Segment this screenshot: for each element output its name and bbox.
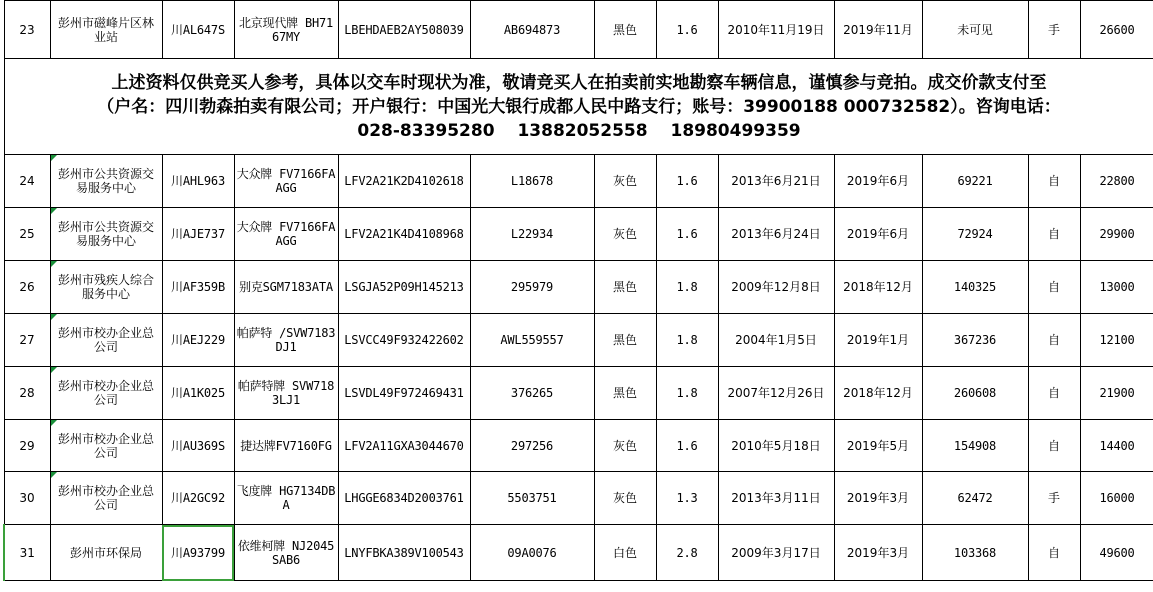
inspection-date-cell[interactable]: 2018年12月 xyxy=(834,367,922,420)
displacement-cell[interactable]: 1.8 xyxy=(656,367,718,420)
registration-date-cell[interactable]: 2013年3月11日 xyxy=(718,472,834,525)
engine-number-cell[interactable]: AWL559557 xyxy=(470,314,594,367)
table-row xyxy=(4,367,1153,420)
row-number-cell[interactable]: 25 xyxy=(4,208,50,261)
price-cell[interactable]: 26600 xyxy=(1080,1,1153,59)
color-cell[interactable]: 黑色 xyxy=(594,261,656,314)
mileage-cell[interactable]: 62472 xyxy=(922,472,1028,525)
engine-number-cell[interactable]: 5503751 xyxy=(470,472,594,525)
transmission-cell[interactable]: 自 xyxy=(1028,420,1080,472)
color-cell[interactable]: 黑色 xyxy=(594,314,656,367)
mileage-cell[interactable]: 72924 xyxy=(922,208,1028,261)
displacement-cell[interactable]: 1.6 xyxy=(656,208,718,261)
notice-line-2: （户名：四川勃森拍卖有限公司；开户银行：中国光大银行成都人民中路支行；账号：39900188 000732582）。咨询电话： xyxy=(97,96,1061,117)
registration-date-cell[interactable]: 2010年5月18日 xyxy=(718,420,834,472)
price-cell[interactable]: 29900 xyxy=(1080,208,1153,261)
transmission-cell[interactable]: 自 xyxy=(1028,208,1080,261)
price-cell[interactable]: 13000 xyxy=(1080,261,1153,314)
color-cell[interactable]: 黑色 xyxy=(594,367,656,420)
displacement-cell[interactable]: 1.8 xyxy=(656,261,718,314)
row-number-cell[interactable]: 28 xyxy=(4,367,50,420)
table-row xyxy=(4,314,1153,367)
model-cell[interactable]: 帕萨特 /SVW7183DJ1 xyxy=(234,314,338,367)
engine-number-cell[interactable]: L18678 xyxy=(470,155,594,208)
color-cell[interactable]: 灰色 xyxy=(594,420,656,472)
table-row xyxy=(4,472,1153,525)
price-cell[interactable]: 14400 xyxy=(1080,420,1153,472)
color-cell[interactable]: 灰色 xyxy=(594,472,656,525)
table-row xyxy=(4,208,1153,261)
mileage-cell[interactable]: 367236 xyxy=(922,314,1028,367)
registration-date-cell[interactable]: 2013年6月21日 xyxy=(718,155,834,208)
unit-cell[interactable]: 彭州市公共资源交易服务中心 xyxy=(50,155,162,208)
unit-cell[interactable]: 彭州市磁峰片区林业站 xyxy=(50,1,162,59)
plate-cell[interactable]: 川A93799 xyxy=(162,525,234,581)
displacement-cell[interactable]: 1.3 xyxy=(656,472,718,525)
registration-date-cell[interactable]: 2007年12月26日 xyxy=(718,367,834,420)
inspection-date-cell[interactable]: 2019年6月 xyxy=(834,155,922,208)
vin-cell[interactable]: LNYFBKA389V100543 xyxy=(338,525,470,581)
transmission-cell[interactable]: 自 xyxy=(1028,314,1080,367)
vin-cell[interactable]: LBEHDAEB2AY508039 xyxy=(338,1,470,59)
unit-cell[interactable]: 彭州市校办企业总公司 xyxy=(50,472,162,525)
vin-cell[interactable]: LFV2A11GXA3044670 xyxy=(338,420,470,472)
registration-date-cell[interactable]: 2010年11月19日 xyxy=(718,1,834,59)
color-cell[interactable]: 白色 xyxy=(594,525,656,581)
vin-cell[interactable]: LSVCC49F932422602 xyxy=(338,314,470,367)
engine-number-cell[interactable]: L22934 xyxy=(470,208,594,261)
vehicle-auction-table xyxy=(3,0,1153,581)
table-row xyxy=(4,1,1153,59)
model-cell[interactable]: 大众牌 FV7166FAAGG xyxy=(234,208,338,261)
displacement-cell[interactable]: 1.6 xyxy=(656,1,718,59)
unit-cell[interactable]: 彭州市环保局 xyxy=(50,525,162,581)
plate-cell[interactable]: 川AU369S xyxy=(162,420,234,472)
model-cell[interactable]: 依维柯牌 NJ2045SAB6 xyxy=(234,525,338,581)
model-cell[interactable]: 别克SGM7183ATA xyxy=(234,261,338,314)
vin-cell[interactable]: LHGGE6834D2003761 xyxy=(338,472,470,525)
notice-row xyxy=(4,59,1153,155)
row-number-cell[interactable]: 26 xyxy=(4,261,50,314)
plate-cell[interactable]: 川AHL963 xyxy=(162,155,234,208)
transmission-cell[interactable]: 自 xyxy=(1028,525,1080,581)
inspection-date-cell[interactable]: 2018年12月 xyxy=(834,261,922,314)
row-number-cell[interactable]: 29 xyxy=(4,420,50,472)
model-cell[interactable]: 飞度牌 HG7134DBA xyxy=(234,472,338,525)
inspection-date-cell[interactable]: 2019年1月 xyxy=(834,314,922,367)
unit-cell[interactable]: 彭州市公共资源交易服务中心 xyxy=(50,208,162,261)
mileage-cell[interactable]: 140325 xyxy=(922,261,1028,314)
row-number-cell[interactable]: 27 xyxy=(4,314,50,367)
price-cell[interactable]: 22800 xyxy=(1080,155,1153,208)
unit-cell[interactable]: 彭州市残疾人综合服务中心 xyxy=(50,261,162,314)
mileage-cell[interactable]: 未可见 xyxy=(922,1,1028,59)
mileage-cell[interactable]: 154908 xyxy=(922,420,1028,472)
registration-date-cell[interactable]: 2013年6月24日 xyxy=(718,208,834,261)
auction-notice[interactable] xyxy=(4,59,1153,155)
transmission-cell[interactable]: 自 xyxy=(1028,155,1080,208)
vin-cell[interactable]: LFV2A21K2D4102618 xyxy=(338,155,470,208)
table-row xyxy=(4,261,1153,314)
plate-cell[interactable]: 川AL647S xyxy=(162,1,234,59)
row-number-cell[interactable]: 30 xyxy=(4,472,50,525)
price-cell[interactable]: 12100 xyxy=(1080,314,1153,367)
price-cell[interactable]: 49600 xyxy=(1080,525,1153,581)
plate-cell[interactable]: 川A2GC92 xyxy=(162,472,234,525)
inspection-date-cell[interactable]: 2019年11月 xyxy=(834,1,922,59)
inspection-date-cell[interactable]: 2019年5月 xyxy=(834,420,922,472)
row-number-cell[interactable]: 24 xyxy=(4,155,50,208)
unit-cell[interactable]: 彭州市校办企业总公司 xyxy=(50,420,162,472)
inspection-date-cell[interactable]: 2019年6月 xyxy=(834,208,922,261)
vin-cell[interactable]: LSGJA52P09H145213 xyxy=(338,261,470,314)
table-row xyxy=(4,420,1153,472)
plate-cell[interactable]: 川AF359B xyxy=(162,261,234,314)
unit-cell[interactable]: 彭州市校办企业总公司 xyxy=(50,314,162,367)
notice-line-3: 028-83395280 13882052558 18980499359 xyxy=(357,120,801,141)
table-row xyxy=(4,525,1153,581)
transmission-cell[interactable]: 自 xyxy=(1028,261,1080,314)
registration-date-cell[interactable]: 2004年1月5日 xyxy=(718,314,834,367)
engine-number-cell[interactable]: 297256 xyxy=(470,420,594,472)
row-number-cell[interactable]: 31 xyxy=(4,525,50,581)
model-cell[interactable]: 帕萨特牌 SVW7183LJ1 xyxy=(234,367,338,420)
transmission-cell[interactable]: 手 xyxy=(1028,1,1080,59)
color-cell[interactable]: 黑色 xyxy=(594,1,656,59)
row-number-cell[interactable]: 23 xyxy=(4,1,50,59)
inspection-date-cell[interactable]: 2019年3月 xyxy=(834,525,922,581)
mileage-cell[interactable]: 69221 xyxy=(922,155,1028,208)
model-cell[interactable]: 北京现代牌 BH7167MY xyxy=(234,1,338,59)
registration-date-cell[interactable]: 2009年3月17日 xyxy=(718,525,834,581)
inspection-date-cell[interactable]: 2019年3月 xyxy=(834,472,922,525)
mileage-cell[interactable]: 103368 xyxy=(922,525,1028,581)
model-cell[interactable]: 捷达牌FV7160FG xyxy=(234,420,338,472)
engine-number-cell[interactable]: 09A0076 xyxy=(470,525,594,581)
table-row xyxy=(4,155,1153,208)
displacement-cell[interactable]: 2.8 xyxy=(656,525,718,581)
vin-cell[interactable]: LFV2A21K4D4108968 xyxy=(338,208,470,261)
unit-cell[interactable]: 彭州市校办企业总公司 xyxy=(50,367,162,420)
plate-cell[interactable]: 川AEJ229 xyxy=(162,314,234,367)
engine-number-cell[interactable]: 376265 xyxy=(470,367,594,420)
mileage-cell[interactable]: 260608 xyxy=(922,367,1028,420)
notice-line-1: 上述资料仅供竞买人参考，具体以交车时现状为准，敬请竞买人在拍卖前实地勘察车辆信息，谨慎参与竞拍。成交价款支付至 xyxy=(111,72,1047,93)
color-cell[interactable]: 灰色 xyxy=(594,208,656,261)
registration-date-cell[interactable]: 2009年12月8日 xyxy=(718,261,834,314)
transmission-cell[interactable]: 手 xyxy=(1028,472,1080,525)
displacement-cell[interactable]: 1.6 xyxy=(656,155,718,208)
plate-cell[interactable]: 川A1K025 xyxy=(162,367,234,420)
displacement-cell[interactable]: 1.8 xyxy=(656,314,718,367)
plate-cell[interactable]: 川AJE737 xyxy=(162,208,234,261)
price-cell[interactable]: 16000 xyxy=(1080,472,1153,525)
price-cell[interactable]: 21900 xyxy=(1080,367,1153,420)
displacement-cell[interactable]: 1.6 xyxy=(656,420,718,472)
engine-number-cell[interactable]: AB694873 xyxy=(470,1,594,59)
color-cell[interactable]: 灰色 xyxy=(594,155,656,208)
transmission-cell[interactable]: 自 xyxy=(1028,367,1080,420)
model-cell[interactable]: 大众牌 FV7166FAAGG xyxy=(234,155,338,208)
engine-number-cell[interactable]: 295979 xyxy=(470,261,594,314)
vin-cell[interactable]: LSVDL49F972469431 xyxy=(338,367,470,420)
